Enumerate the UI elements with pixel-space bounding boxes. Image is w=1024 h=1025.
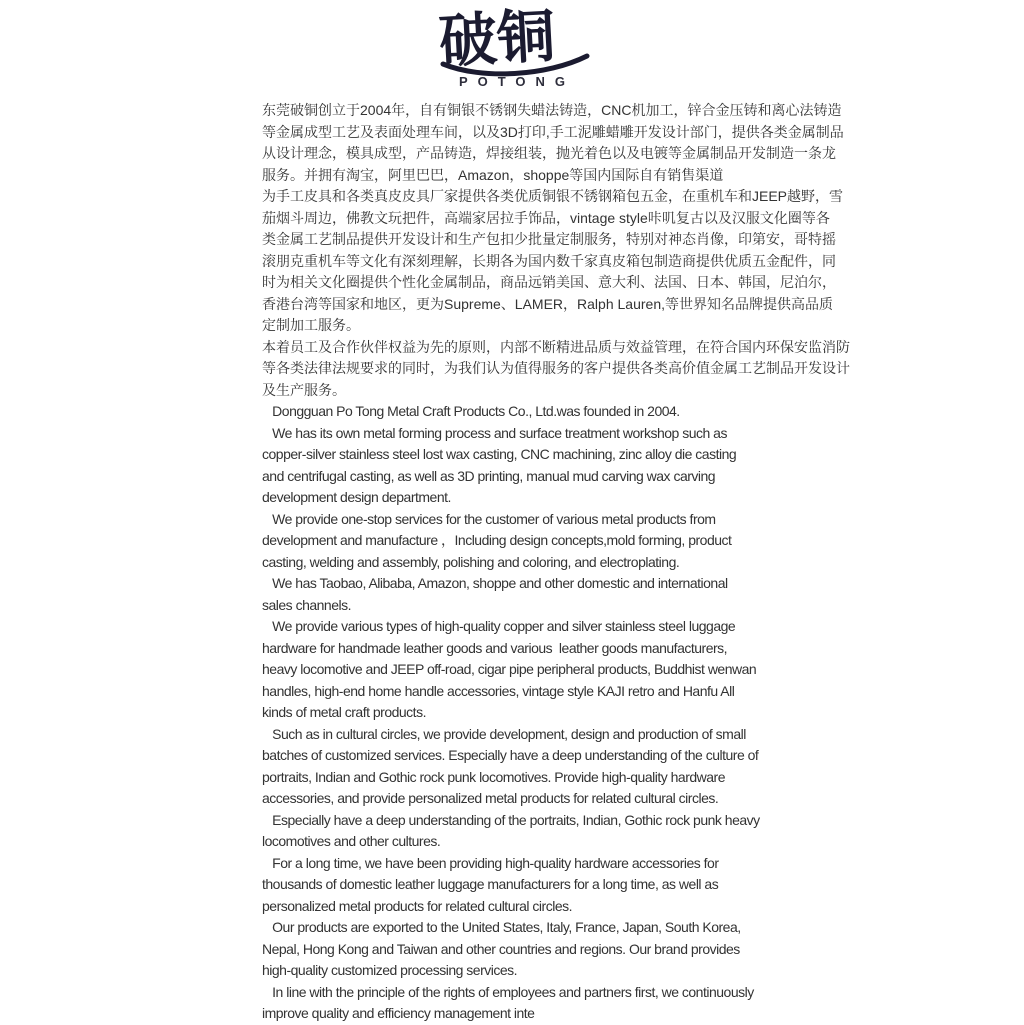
paragraph: [262, 401, 762, 423]
text-line: batches of customized services. Especially have a deep understanding of the culture of: [262, 747, 759, 763]
text-line: high-quality customized processing services.: [262, 962, 518, 978]
brand-logo: [0, 0, 1024, 96]
text-line: For a long time, we have been providing high-quality hardware accessories for: [262, 854, 719, 871]
text-line: improve quality and efficiency management inte: [262, 1005, 535, 1021]
text-line: We provide one-stop services for the customer of various metal products from: [262, 510, 716, 527]
text-line: 服务。并拥有淘宝，阿里巴巴，Amazon，shoppe等国内国际自有销售渠道: [262, 166, 724, 183]
text-line: heavy locomotive and JEEP off-road, cigar pipe peripheral products, Buddhist wenwan: [262, 661, 757, 677]
paragraph: [262, 724, 762, 810]
paragraph: [262, 100, 844, 186]
text-line: 滚朋克重机车等文化有深刻理解，长期各为国内数千家真皮箱包制造商提供优质五金配件，同: [262, 252, 836, 269]
text-line: 等金属成型工艺及表面处理车间，以及3D打印,手工泥雕蜡雕开发设计部门，提供各类金属制品: [262, 123, 844, 140]
text-line: sales channels.: [262, 596, 352, 613]
text-line: 本着员工及合作伙伴权益为先的原则，内部不断精进品质与效益管理，在符合国内环保安监消防: [262, 338, 850, 355]
text-line: We has Taobao, Alibaba, Amazon, shoppe and other domestic and international: [262, 575, 728, 591]
paragraph: [262, 423, 762, 509]
logo-wordmark: POTONG: [458, 74, 576, 89]
company-profile-text: [262, 100, 850, 1025]
english-intro-section: [262, 401, 762, 1025]
text-line: copper-silver stainless steel lost wax casting, CNC machining, zinc alloy die casting: [262, 446, 737, 462]
text-line: 从设计理念，模具成型，产品铸造，焊接组装，抛光着色以及电镀等金属制品开发制造一条龙: [262, 145, 836, 161]
text-line: and centrifugal casting, as well as 3D printing, manual mud carving wax carving: [262, 467, 716, 484]
text-line: development and manufacture ，Including design concepts,mold forming, product: [262, 532, 732, 548]
paragraph: [262, 573, 762, 616]
text-line: Dongguan Po Tong Metal Craft Products Co., Ltd.was founded in 2004.: [262, 403, 680, 419]
text-line: Our products are exported to the United States, Italy, France, Japan, South Korea,: [262, 919, 741, 935]
paragraph: [262, 337, 850, 402]
text-line: kinds of metal craft products.: [262, 704, 426, 720]
text-line: locomotives and other cultures.: [262, 833, 441, 849]
text-line: 时为相关文化圈提供个性化金属制品，商品远销美国、意大利、法国、日本、韩国，尼泊尔，: [262, 274, 836, 290]
text-line: Nepal, Hong Kong and Taiwan and other countries and regions. Our brand provides: [262, 940, 740, 957]
text-line: 及生产服务。: [262, 381, 346, 398]
paragraph: [262, 616, 762, 724]
text-line: Especially have a deep understanding of the portraits, Indian, Gothic rock punk heavy: [262, 811, 760, 828]
paragraph: [262, 186, 844, 337]
paragraph: [262, 509, 762, 574]
chinese-intro-section: [262, 100, 850, 401]
text-line: hardware for handmade leather goods and various leather goods manufacturers,: [262, 639, 728, 656]
text-line: development design department.: [262, 489, 451, 505]
paragraph: [262, 917, 762, 982]
paragraph: [262, 982, 762, 1025]
text-line: personalized metal products for related cultural circles.: [262, 897, 572, 914]
text-line: 香港台湾等国家和地区，更为Supreme、LAMER，Ralph Lauren,等世界知名品牌提供高品质: [262, 295, 833, 312]
text-line: thousands of domestic leather luggage manufacturers for a long time, as well as: [262, 876, 719, 892]
text-line: casting, welding and assembly, polishing and coloring, and electroplating.: [262, 553, 680, 570]
text-line: 东莞破铜创立于2004年，自有铜银不锈钢失蜡法铸造，CNC机加工，锌合金压铸和离心法铸造: [262, 102, 842, 118]
text-line: Such as in cultural circles, we provide development, design and production of small: [262, 725, 746, 742]
logo-chinese-characters: 破铜: [437, 2, 557, 76]
text-line: In line with the principle of the rights of employees and partners first, we continuously: [262, 983, 754, 1000]
text-line: 类金属工艺制品提供开发设计和生产包扣少批量定制服务，特别对神态肖像，印第安，哥特摇: [262, 231, 836, 247]
text-line: We provide various types of high-quality copper and silver stainless steel luggage: [262, 618, 736, 634]
text-line: 为手工皮具和各类真皮皮具厂家提供各类优质铜银不锈钢箱包五金，在重机车和JEEP越野，雪: [262, 188, 844, 204]
text-line: 定制加工服务。: [262, 317, 360, 333]
text-line: accessories, and provide personalized metal products for related cultural circles.: [262, 790, 719, 806]
text-line: 等各类法律法规要求的同时，为我们认为值得服务的客户提供各类高价值金属工艺制品开发设计: [262, 360, 850, 376]
paragraph: [262, 853, 762, 918]
text-line: portraits, Indian and Gothic rock punk locomotives. Provide high-quality hardware: [262, 768, 725, 785]
text-line: handles, high-end home handle accessories, vintage style KAJI retro and Hanfu All: [262, 682, 735, 699]
potong-calligraphy-logo-icon: [397, 2, 627, 78]
paragraph: [262, 810, 762, 853]
text-line: 茄烟斗周边，佛教文玩把件，高端家居拉手饰品，vintage style咔叽复古以及汉服文化圈等各: [262, 209, 830, 226]
text-line: We has its own metal forming process and surface treatment workshop such as: [262, 424, 727, 441]
